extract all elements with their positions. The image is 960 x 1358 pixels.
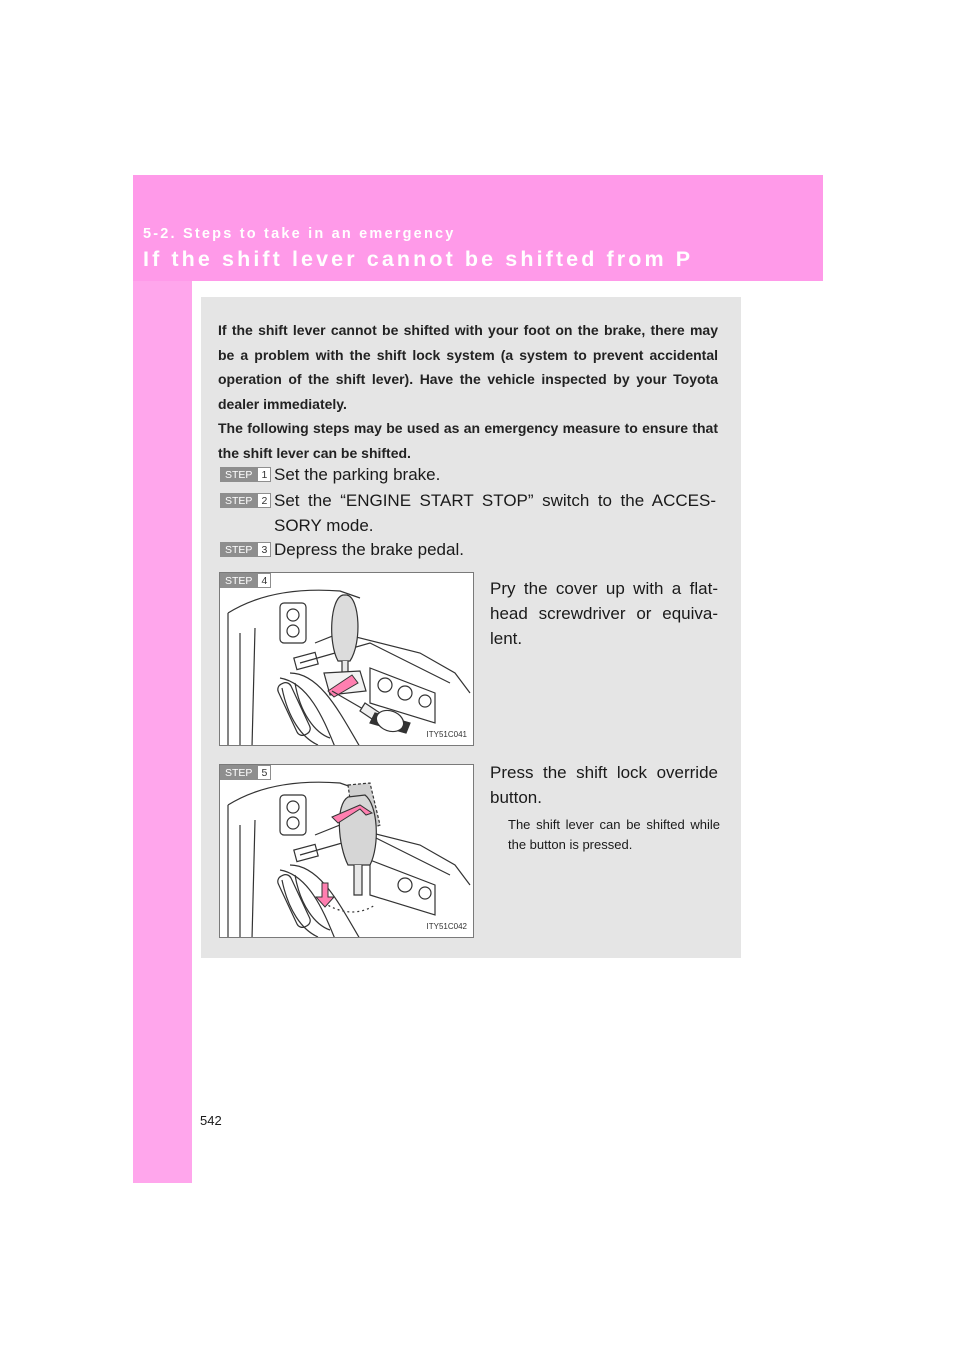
step-badge-number: 1 [257,467,271,482]
intro-paragraph: The following steps may be used as an emergency measure to ensure that the shift lever can be shifted. [218,420,718,461]
console-drawing [220,765,474,938]
step-text: Press the shift lock override button. [490,763,718,807]
step-badge [220,573,271,588]
step-badge-word: STEP [220,493,257,508]
step-badge-word: STEP [220,573,257,588]
step-badge-word: STEP [220,765,257,780]
step-badge-number: 4 [257,573,271,588]
step-badge [220,493,271,508]
intro-paragraph: If the shift lever cannot be shifted with your foot on the brake, there may be a problem with the shift lock system (a system to prevent accidental operation of the shift lever). Have the vehicle inspected by your Toyota dealer immediately. [218,322,718,412]
step-badge-number: 5 [257,765,271,780]
page-number: 542 [200,1113,222,1128]
shift-lever-illustration-1 [219,572,474,746]
step-badge-word: STEP [220,467,257,482]
intro-text [218,318,718,465]
figure-code: ITY51C041 [426,730,467,739]
step-text: Depress the brake pedal. [274,540,464,559]
step-badge [220,542,271,557]
sidebar-band [133,175,192,1183]
console-drawing [220,573,474,746]
step-badge [220,765,271,780]
step-badge [220,467,271,482]
step-text: Set the “ENGINE START STOP” switch to the ACCES-SORY mode. [274,491,716,535]
section-label: 5-2. Steps to take in an emergency [143,226,456,242]
page-title: If the shift lever cannot be shifted from P [143,247,694,271]
step-text: Pry the cover up with a flat-head screwdriver or equiva-lent. [490,579,718,648]
shift-lever-illustration-2 [219,764,474,938]
step-badge-number: 3 [257,542,271,557]
step-badge-number: 2 [257,493,271,508]
step-badge-word: STEP [220,542,257,557]
step-note: The shift lever can be shifted while the button is pressed. [508,817,720,852]
step-text: Set the parking brake. [274,465,441,484]
figure-code: ITY51C042 [426,922,467,931]
